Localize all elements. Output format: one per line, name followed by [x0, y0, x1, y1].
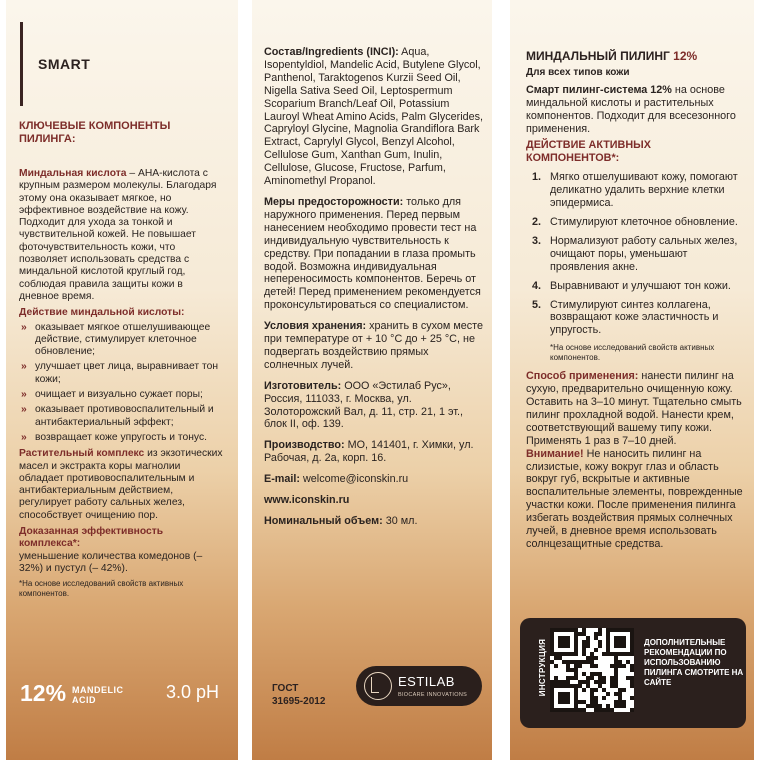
- middle-panel: [252, 0, 492, 760]
- mandelic-acid-label: MANDELIC ACID: [72, 685, 124, 705]
- logo-subtitle: BIOCARE INNOVATIONS: [398, 692, 468, 698]
- action-list: [19, 322, 225, 445]
- gost-label: ГОСТ 31695-2012: [272, 683, 326, 707]
- usage: Способ применения: нанести пилинг на сухую, предварительно очищенную кожу. Оставить на 3–10 минут. Тщательно смыть пилинг прохладной водой. Нанести крем, соответствующий вашему типу кожи. Применять 1 раз в 7–10 дней.: [526, 370, 742, 447]
- qr-text: ДОПОЛНИТЕЛЬНЫЕ РЕКОМЕНДАЦИИ ПО ИСПОЛЬЗОВАНИЮ ПИЛИНГА СМОТРИТЕ НА САЙТЕ: [644, 638, 744, 687]
- website: www.iconskin.ru: [264, 494, 350, 507]
- manufacturer: Изготовитель: ООО «Эстилаб Рус», Россия, 111033, г. Москва, ул. Золоторожский Вал, д. 11, стр. 21, 1 эт., блок II, оф. 139.: [264, 379, 463, 431]
- footnote: *На основе исследований свойств активных компонентов.: [19, 579, 184, 598]
- estilab-logo: [356, 666, 482, 706]
- product-intro: Смарт пилинг-система 12% на основе миндальной кислоты и растительных компонентов. Подходит для всесезонного применения.: [526, 83, 736, 135]
- list-item: 1. Мягко отшелушивают кожу, помогают деликатно удалить верхние клетки эпидермиса.: [532, 171, 738, 210]
- mandelic-intro: [19, 168, 225, 303]
- list-item: » улучшает цвет лица, выравнивает тон кожи;: [21, 361, 219, 385]
- left-panel-content: [19, 120, 225, 598]
- mandelic-intro-bold: Миндальная кислота: [19, 168, 127, 179]
- precautions: Меры предосторожности: только для наружного применения. Перед первым нанесением необходимо провести тест на индивидуальную чувствительность к средству. При попадании в глаза промыть водой. Возможна индивидуальная непереносимость компонентов. Беречь от детей! Перед применением рекомендуется проконсультироваться со специалистом.: [264, 195, 481, 312]
- left-panel: [6, 0, 238, 760]
- product-subtitle: Для всех типов кожи: [526, 66, 630, 78]
- active-components-title: ДЕЙСТВИЕ АКТИВНЫХ КОМПОНЕНТОВ*:: [526, 139, 651, 165]
- list-item: 2. Стимулируют клеточное обновление.: [532, 215, 738, 228]
- proven-title: Доказанная эффективность комплекса*:: [19, 526, 164, 550]
- brand-bar: [20, 22, 23, 106]
- list-item: » оказывает мягкое отшелушивающее действие, стимулирует клеточное обновление;: [21, 321, 211, 358]
- footnote: *На основе исследований свойств активных компонентов.: [550, 343, 715, 362]
- list-item: » оказывает противовоспалительный и антибактериальный эффект;: [21, 404, 214, 428]
- warning: Внимание! Не наносить пилинг на слизистые, кожу вокруг глаз и область вокруг губ, вскрытые и активные воспалительные элементы, поврежденные участки кожи. После применения пилинга избегать воздействия прямых солнечных лучей, в дневное время использовать солнцезащитные средства.: [526, 447, 743, 550]
- qr-label: ИНСТРУКЦИЯ: [538, 638, 548, 697]
- key-components-title: КЛЮЧЕВЫЕ КОМПОНЕНТЫ ПИЛИНГА:: [19, 120, 171, 145]
- production: Производство: МО, 141401, г. Химки, ул. Рабочая, д. 2а, корп. 16.: [264, 439, 474, 465]
- logo-ring-icon: [364, 672, 392, 700]
- brand-label: SMART: [38, 56, 91, 72]
- list-item: » возвращает коже упругость и тонус.: [21, 431, 207, 443]
- qr-code-icon[interactable]: [550, 628, 634, 712]
- list-item: 4. Выравнивают и улучшают тон кожи.: [532, 279, 731, 292]
- right-panel-content: [526, 50, 746, 551]
- list-item: » очищает и визуально сужает поры;: [21, 389, 203, 401]
- composition: Состав/Ingredients (INCI): Aqua, Isopentyldiol, Mandelic Acid, Butylene Glycol, Panthenol, Taraktogenos Kurzii Seed Oil, Nigella Sativa Seed Oil, Leptospermum Scoparium Branch/Leaf Oil, Potassium Lauroyl Wheat Amino Acids, Palm Glycerides, Capryloyl Glycine, Magnolia Grandiflora Bark Extract, Caprylyl Glycol, Benzyl Alcohol, Cellulose Gum, Xanthan Gum, Inulin, Cellulose, Glucose, Fructose, Parfum, Aminomethyl Propanol.: [264, 46, 484, 188]
- right-panel: [510, 0, 754, 760]
- plant-complex-bold: Растительный комплекс: [19, 448, 145, 460]
- percent-value: 12%: [20, 680, 67, 706]
- ph-value: 3.0 pH: [166, 682, 220, 702]
- qr-instruction-box: [520, 618, 746, 728]
- plant-complex-text: из экзотических масел и экстракта коры магнолии обладает противовоспалительным и антибактериальным действием, регулирует работу сальных желез, способствует очищению пор.: [19, 448, 223, 521]
- list-item: 3. Нормализуют работу сальных желез, очищают поры, уменьшают проявления акне.: [532, 234, 738, 273]
- volume: Номинальный объем: 30 мл.: [264, 515, 418, 527]
- active-components-list: [526, 171, 746, 337]
- storage: Условия хранения: хранить в сухом месте при температуре от + 10 °C до + 25 °C, не подвергать воздействию прямых солнечных лучей.: [264, 320, 483, 371]
- middle-panel-content: [264, 46, 484, 536]
- logo-name: ESTILAB: [398, 674, 455, 689]
- proven-text: уменьшение количества комедонов (–32%) и пустул (– 42%).: [19, 550, 203, 574]
- product-title: МИНДАЛЬНЫЙ ПИЛИНГ 12%: [526, 49, 698, 63]
- email: E-mail: welcome@iconskin.ru: [264, 473, 409, 486]
- mandelic-intro-text: – АНА-кислота с крупным размером молекулы. Благодаря этому она оказывает мягкое, но эффективное воздействие на кожу. Подходит для ухода за тонкой и чувствительной кожей. Не повышает фоточувствительность кожи, что позволяет использовать средства с миндальной кислотой круглый год, соблюдая правила защиты кожи в дневное время.: [19, 168, 217, 302]
- action-title: Действие миндальной кислоты:: [19, 307, 185, 319]
- plant-complex: [19, 448, 225, 522]
- list-item: 5. Стимулируют синтез коллагена, возвращают коже эластичность и упругость.: [532, 298, 719, 337]
